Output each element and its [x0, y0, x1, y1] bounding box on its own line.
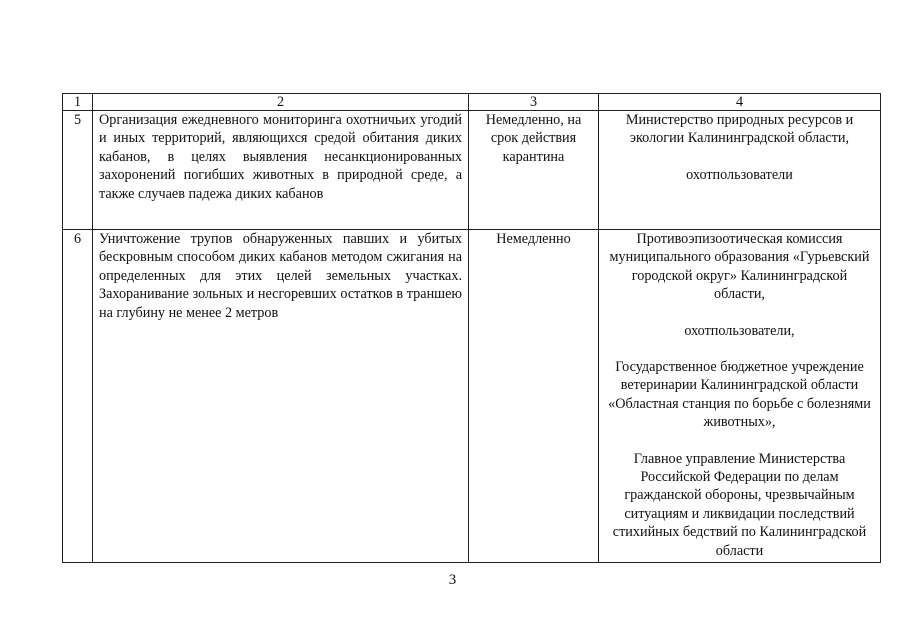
responsible-party: Противоэпизоотическая комиссия муниципального образования «Гурьевский городской округ» Калининградской области, — [609, 231, 870, 303]
header-cell-3: 3 — [469, 94, 599, 111]
responsible-party: Главное управление Министерства Российской Федерации по делам гражданской обороны, чрезвычайным ситуациям и ликвидации последствий стихийных бедствий по Калининградской области — [612, 450, 867, 559]
measure-text: Уничтожение трупов обнаруженных павших и убитых бескровным способом диких кабанов методом сжигания на определенных для этих целей земельных участках. Захоранивание зольных и несгоревших остатков в траншею на глубину не менее 2 метров — [99, 231, 462, 321]
measure-cell — [93, 111, 469, 230]
deadline-cell: Немедленно, на срок действия карантина — [469, 111, 599, 230]
row-number: 5 — [63, 111, 93, 230]
responsible-party: Государственное бюджетное учреждение ветеринарии Калининградской области «Областная станция по борьбе с болезнями животных», — [608, 359, 871, 431]
measures-table — [62, 93, 881, 563]
responsible-party: охотпользователи — [686, 166, 793, 183]
responsible-cell — [599, 111, 881, 230]
page-number: 3 — [448, 572, 457, 588]
table-row — [63, 111, 881, 230]
table-row — [63, 230, 881, 563]
responsible-party: охотпользователи, — [684, 322, 795, 339]
measure-cell — [93, 230, 469, 563]
table-header-row — [63, 94, 881, 111]
header-cell-4: 4 — [599, 94, 881, 111]
measure-text: Организация ежедневного мониторинга охотничьих угодий и иных территорий, являющихся средой обитания диких кабанов, в целях выявления несанкционированных захоронений погибших животных в природной среде, а также случаев падежа диких кабанов — [99, 112, 462, 202]
deadline-cell: Немедленно — [469, 230, 599, 563]
header-cell-2: 2 — [93, 94, 469, 111]
responsible-cell — [599, 230, 881, 563]
header-cell-1: 1 — [63, 94, 93, 111]
responsible-party: Министерство природных ресурсов и экологии Калининградской области, — [625, 112, 854, 147]
row-number: 6 — [63, 230, 93, 563]
